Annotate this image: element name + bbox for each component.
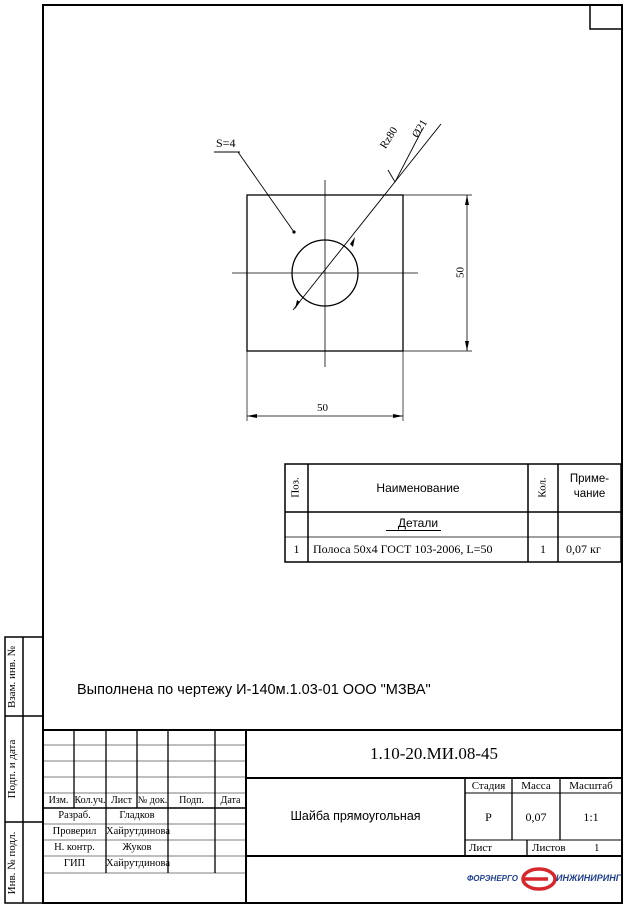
name-proveril: Хайрутдинова (106, 826, 170, 837)
company-logo-left: ФОРЭНЕРГО (467, 874, 519, 883)
diameter-arrow-upper (350, 237, 355, 247)
diameter-arrow-lower (295, 300, 300, 309)
sheets-value: 1 (594, 842, 600, 854)
hole-diameter-label: Ø21 (409, 117, 431, 140)
spec-header-note-line2: чание (573, 488, 606, 500)
dim-arrow-h-left (247, 414, 257, 418)
stage-label: Стадия (471, 780, 506, 792)
col-header-no-dok: № док. (137, 795, 168, 806)
thickness-leader-dot (292, 230, 295, 233)
dim-arrow-v-top (465, 195, 469, 205)
spec-section-underline (386, 530, 441, 531)
scale-value: 1:1 (583, 810, 599, 824)
dim-width-label: 50 (317, 402, 328, 414)
spec-header-pos: Поз. (289, 477, 302, 498)
spec-row-qty: 1 (540, 542, 546, 556)
company-logo-right: ИНЖИНИРИНГ (556, 873, 622, 883)
col-header-kol-uch: Кол.уч. (74, 795, 106, 806)
role-proveril: Проверил (52, 826, 97, 837)
role-razrab: Разраб. (58, 810, 91, 821)
col-header-podp: Подп. (179, 795, 204, 806)
side-stamp-vzam: Взам. инв. № (6, 646, 18, 708)
dim-arrow-v-bottom (465, 341, 469, 351)
name-n-kontr: Жуков (122, 842, 152, 853)
sheet-label: Лист (469, 842, 493, 854)
side-stamp-podp-data: Подп. и дата (6, 739, 18, 799)
thickness-label: S=4 (216, 136, 236, 150)
role-gip: ГИП (63, 858, 86, 869)
document-code: 1.10-20.МИ.08-45 (370, 744, 498, 763)
col-header-list: Лист (111, 795, 132, 806)
spec-row-pos: 1 (293, 542, 300, 556)
sheets-label: Листов (532, 842, 566, 854)
spec-row-name: Полоса 50х4 ГОСТ 103-2006, L=50 (313, 542, 493, 556)
spec-section-title: Детали (397, 516, 439, 530)
document-title: Шайба прямоугольная (290, 809, 421, 823)
col-header-data: Дата (220, 795, 241, 806)
company-logo-mark (523, 869, 555, 889)
spec-row-note: 0,07 кг (566, 542, 601, 556)
role-n-kontr: Н. контр. (54, 842, 95, 853)
name-gip: Хайрутдинова (106, 858, 170, 869)
name-razrab: Гладков (119, 810, 155, 821)
dim-arrow-h-right (393, 414, 403, 418)
stage-value: Р (485, 810, 492, 824)
col-header-izm: Изм. (48, 795, 69, 806)
corner-box (590, 5, 622, 29)
drawing-note: Выполнена по чертежу И-140м.1.03-01 ООО "МЗВА" (77, 682, 431, 698)
spec-header-name: Наименование (376, 481, 460, 495)
mass-label: Масса (521, 780, 551, 792)
mass-value: 0,07 (525, 810, 547, 824)
sheet-frame (43, 5, 622, 903)
dim-height-label: 50 (454, 267, 467, 278)
spec-header-qty: Кол. (536, 477, 549, 498)
spec-header-note-line1: Приме- (569, 473, 610, 485)
roughness-label: Rz80 (377, 124, 401, 151)
side-stamp-inv-podl: Инв. № подл. (6, 831, 18, 895)
scale-label: Масштаб (569, 780, 613, 792)
